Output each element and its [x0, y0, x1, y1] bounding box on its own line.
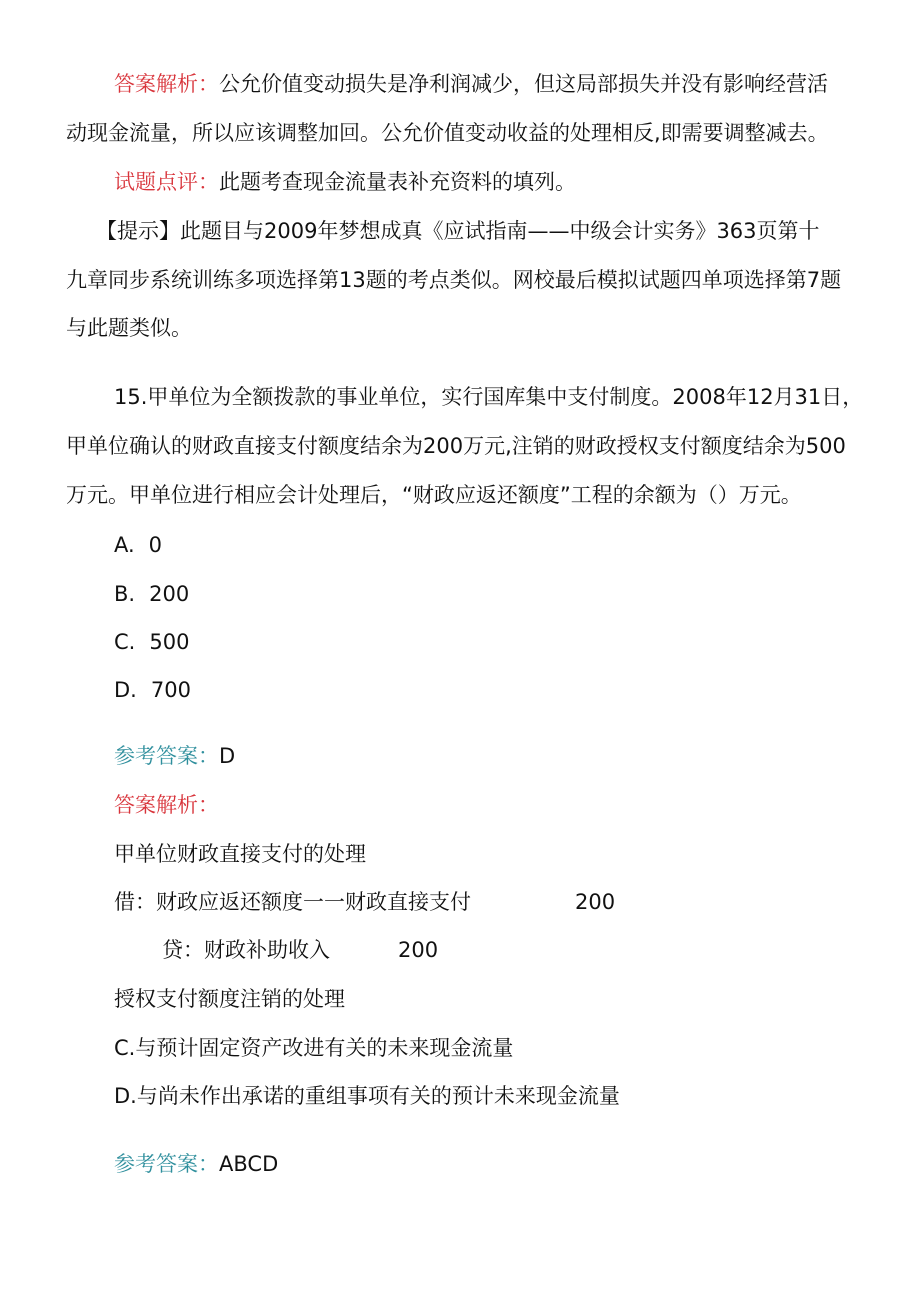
final-answer-label: 参考答案：	[114, 1152, 219, 1176]
comment-text: 此题考查现金流量表补充资料的填列。	[219, 170, 576, 194]
option-letter: A.	[114, 533, 135, 557]
analysis-text-1: 公允价值变动损失是净利润减少，但这局部损失并没有影响经营活	[219, 72, 828, 96]
analysis-line-1	[114, 70, 828, 98]
option-c	[114, 628, 189, 656]
question-15-line-1: 15.甲单位为全额拨款的事业单位，实行国库集中支付制度。2008年12月31日，	[114, 385, 864, 409]
question-15-line-2: 甲单位确认的财政直接支付额度结余为200万元,注销的财政授权支付额度结余为500	[66, 434, 846, 458]
option-value: 200	[149, 582, 190, 606]
option-d	[114, 676, 191, 704]
item-c-line: C.与预计固定资产改进有关的未来现金流量	[114, 1036, 514, 1060]
cancel-title: 授权支付额度注销的处理	[114, 987, 345, 1011]
analysis-line-2: 动现金流量，所以应该调整加回。公允价值变动收益的处理相反,即需要调整减去。	[66, 121, 829, 145]
option-b	[114, 580, 189, 608]
option-value: 500	[149, 630, 190, 654]
debit-entry-text: 借：财政应返还额度一一财政直接支付	[114, 890, 471, 914]
comment-line	[114, 168, 576, 196]
comment-label: 试题点评：	[114, 170, 219, 194]
option-value: 0	[148, 533, 163, 557]
reference-answer-line	[114, 742, 235, 770]
option-letter: C.	[114, 630, 136, 654]
tip-line-2: 九章同步系统训练多项选择第13题的考点类似。网校最后模拟试题四单项选择第7题	[66, 268, 842, 292]
option-letter: B.	[114, 582, 136, 606]
tip-line-3: 与此题类似。	[66, 316, 192, 340]
credit-entry-text: 贷：财政补助收入	[162, 938, 330, 962]
item-d-line: D.与尚未作出承诺的重组事项有关的预计未来现金流量	[114, 1084, 620, 1108]
final-answer-line	[114, 1150, 278, 1178]
analysis-label: 答案解析：	[114, 72, 219, 96]
reference-answer-value: D	[219, 744, 236, 768]
final-answer-value: ABCD	[219, 1152, 279, 1176]
reference-answer-label: 参考答案：	[114, 744, 219, 768]
question-15-line-3: 万元。甲单位进行相应会计处理后，“财政应返还额度”工程的余额为（）万元。	[66, 483, 802, 507]
debit-entry-amount: 200	[575, 890, 616, 914]
answer-analysis-label: 答案解析：	[114, 793, 219, 817]
option-value: 700	[150, 678, 191, 702]
option-a	[114, 531, 162, 559]
credit-entry-amount: 200	[398, 938, 439, 962]
option-letter: D.	[114, 678, 137, 702]
direct-pay-title: 甲单位财政直接支付的处理	[114, 842, 366, 866]
tip-line-1: 【提示】此题目与2009年梦想成真《应试指南——中级会计实务》363页第十	[96, 219, 820, 243]
